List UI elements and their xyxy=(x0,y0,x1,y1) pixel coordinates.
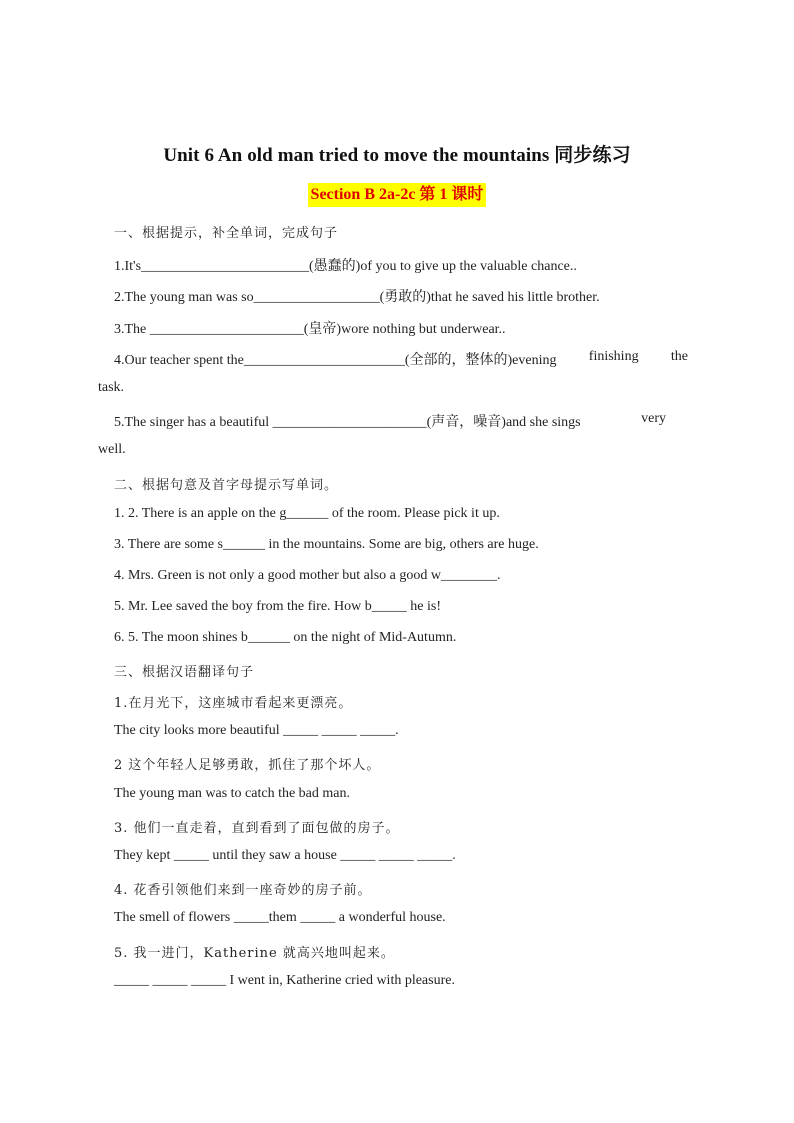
subtitle-row xyxy=(0,183,794,207)
part1-question-4-continued: task. xyxy=(98,380,125,395)
part3-question-3-english: They kept _____ until they saw a house _____ _____ _____. xyxy=(114,848,456,863)
part1-question-4-text: 4.Our teacher spent the_______________________(全部的，整体的)evening xyxy=(114,353,557,368)
part3-question-2-english: The young man was to catch the bad man. xyxy=(114,786,350,801)
part1-question-2: 2.The young man was so__________________(勇敢的)that he saved his little brother. xyxy=(114,290,600,305)
part3-heading: 三、根据汉语翻译句子 xyxy=(114,665,255,680)
part2-question-1: 1. 2. There is an apple on the g______ of the room. Please pick it up. xyxy=(114,506,500,521)
part1-question-1: 1.It's________________________(愚蠢的)of you to give up the valuable chance.. xyxy=(114,259,577,274)
part1-question-5 xyxy=(114,411,666,431)
part1-question-4-word-end: the xyxy=(670,349,688,364)
part3-question-1-chinese: 1.在月光下，这座城市看起来更漂亮。 xyxy=(114,696,353,711)
part2-heading: 二、根据句意及首字母提示写单词。 xyxy=(114,478,339,493)
part3-question-2-chinese: 2 这个年轻人足够勇敢，抓住了那个坏人。 xyxy=(114,758,381,773)
part2-question-6: 6. 5. The moon shines b______ on the night of Mid-Autumn. xyxy=(114,630,457,645)
part1-question-5-word-end: very xyxy=(641,411,666,426)
part3-question-4-chinese: 4. 花香引领他们来到一座奇妙的房子前。 xyxy=(114,883,372,898)
part3-question-1-english: The city looks more beautiful _____ _____ _____. xyxy=(114,723,399,738)
part2-question-4: 4. Mrs. Green is not only a good mother but also a good w________. xyxy=(114,568,501,583)
part1-question-4 xyxy=(114,349,688,369)
part2-question-3: 3. There are some s______ in the mountains. Some are big, others are huge. xyxy=(114,537,539,552)
part2-question-5: 5. Mr. Lee saved the boy from the fire. How b_____ he is! xyxy=(114,599,441,614)
section-subtitle: Section B 2a-2c 第 1 课时 xyxy=(308,183,487,207)
part1-question-4-word: finishing xyxy=(588,349,639,364)
part1-question-3: 3.The ______________________(皇帝)wore nothing but underwear.. xyxy=(114,322,506,337)
part1-question-5-continued: well. xyxy=(98,442,126,457)
part3-question-3-chinese: 3. 他们一直走着，直到看到了面包做的房子。 xyxy=(114,821,400,836)
part1-heading: 一、根据提示，补全单词，完成句子 xyxy=(114,226,339,241)
page-title: Unit 6 An old man tried to move the mountains 同步练习 xyxy=(163,145,631,166)
part3-question-4-english: The smell of flowers _____them _____ a wonderful house. xyxy=(114,910,446,925)
part3-question-5-english: _____ _____ _____ I went in, Katherine cried with pleasure. xyxy=(114,973,455,988)
part1-question-5-text: 5.The singer has a beautiful ______________________(声音，噪音)and she sings xyxy=(114,415,581,430)
part3-question-5-chinese: 5. 我一进门，Katherine 就高兴地叫起来。 xyxy=(114,946,395,961)
